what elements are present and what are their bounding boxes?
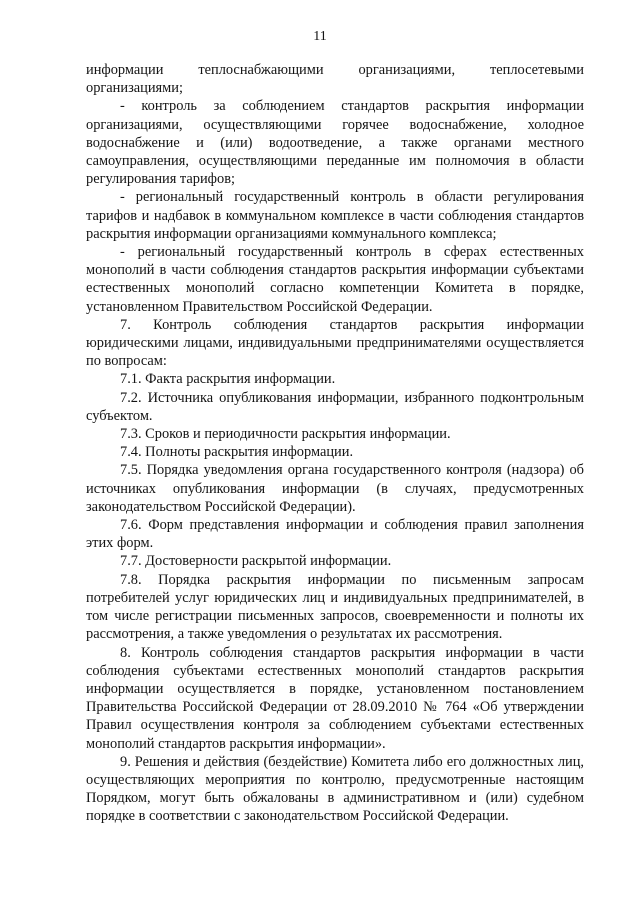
paragraph-item-7-3: 7.3. Сроков и периодичности раскрытия информации. <box>120 426 451 443</box>
paragraph-communal-complex-control: - региональный государственный контроль в области регулирования тарифов и надбавок в коммунальном комплексе в части соблюдения стандартов раскрытия информации организациями коммунального комплекса; <box>86 189 584 242</box>
paragraph-item-7-4: 7.4. Полноты раскрытия информации. <box>120 444 354 461</box>
paragraph-item-7-8: 7.8. Порядка раскрытия информации по письменным запросам потребителей услуг юридических лиц и индивидуальных предпринимателей, в том числе регистрации письменных запросов, своевременности и полноты их рассмотрения, а также уведомления о результатах их рассмотрения. <box>86 571 584 643</box>
document-body <box>86 61 584 826</box>
paragraph-natural-monopolies-control: - региональный государственный контроль в сферах естественных монополий в части соблюдения стандартов раскрытия информации субъектами естественных монополий согласно компетенции Комитета в порядке, установленном Правительством Российской Федерации. <box>86 244 584 315</box>
paragraph-item-7-1: 7.1. Факта раскрытия информации. <box>120 371 336 388</box>
paragraph-item-7-7: 7.7. Достоверности раскрытой информации. <box>120 553 392 570</box>
paragraph-item-7: 7. Контроль соблюдения стандартов раскрытия информации юридическими лицами, индивидуальными предпринимателями осуществляется по вопросам: <box>86 316 584 370</box>
paragraph-item-7-5: 7.5. Порядка уведомления органа государственного контроля (надзора) об источниках опубликования информации (в случаях, предусмотренных законодательством Российской Федерации). <box>86 462 584 515</box>
paragraph-item-8: 8. Контроль соблюдения стандартов раскрытия информации в части соблюдения субъектами естественных монополий стандартов раскрытия информации осуществляется в порядке, установленном постановлением Правительства Российской Федерации от 28.09.2010 № 764 «Об утверждении Правил осуществления контроля за соблюдением субъектами естественных монополий стандартов раскрытия информации». <box>86 644 584 752</box>
page-number: 11 <box>313 29 327 44</box>
paragraph-item-7-2: 7.2. Источника опубликования информации, избранного подконтрольным субъектом. <box>86 389 584 424</box>
paragraph-item-9: 9. Решения и действия (бездействие) Комитета либо его должностных лиц, осуществляющих мероприятия по контролю, предусмотренные настоящим Порядком, могут быть обжалованы в административном и (или) судебном порядке в соответствии с законодательством Российской Федерации. <box>86 753 584 825</box>
paragraph-continuation: информации теплоснабжающими организациями, теплосетевыми организациями; <box>86 62 584 97</box>
paragraph-hot-water-control: - контроль за соблюдением стандартов раскрытия информации организациями, осуществляющими горячее водоснабжение, холодное водоснабжение и (или) водоотведение, а также органами местного самоуправления, осуществляющими переданные им полномочия в области регулирования тарифов; <box>86 98 584 188</box>
paragraph-item-7-6: 7.6. Форм представления информации и соблюдения правил заполнения этих форм. <box>86 517 584 552</box>
